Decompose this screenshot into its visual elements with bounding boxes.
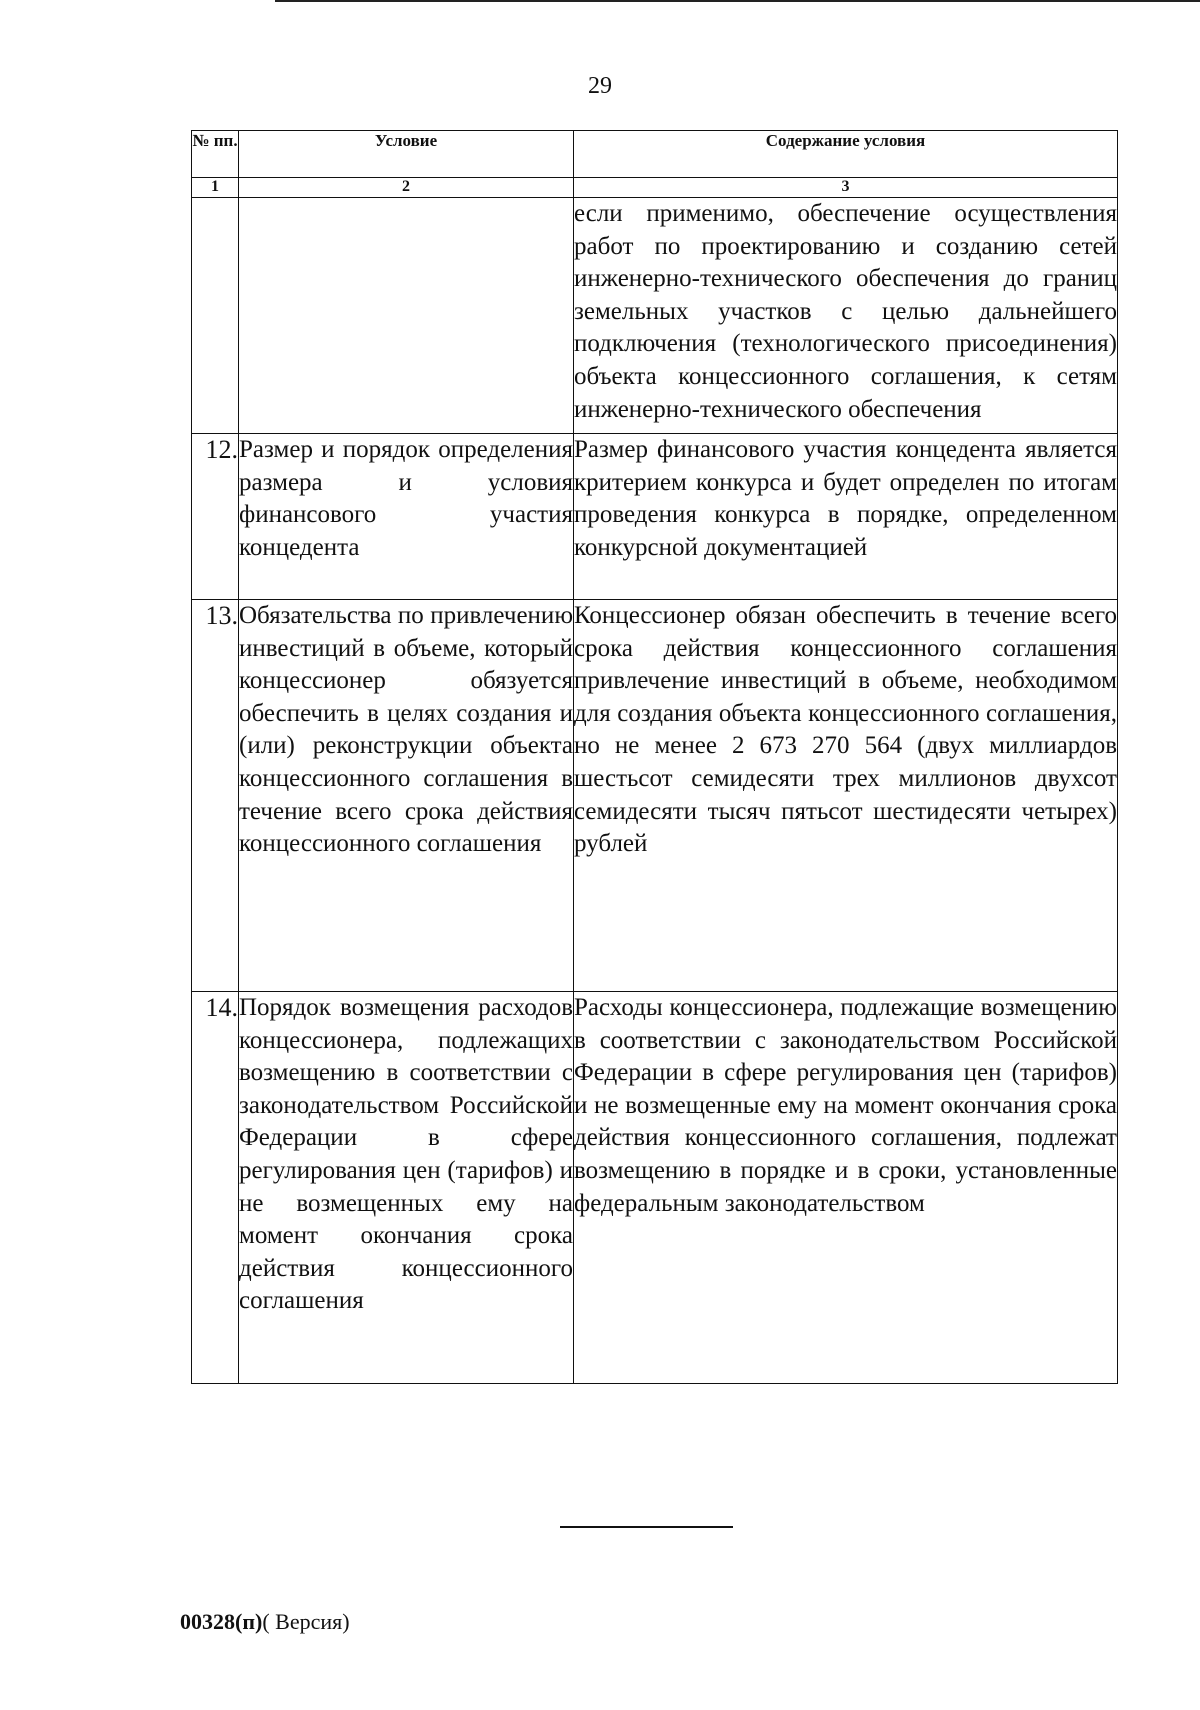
row-content-text: Размер финансового участия концедента является критерием конкурса и будет определен по итогам проведения конкурса в порядке, определенном конкурсной документацией bbox=[574, 436, 1117, 561]
row-condition bbox=[239, 434, 574, 600]
header-content bbox=[574, 131, 1118, 178]
row-number: 12. bbox=[192, 434, 239, 600]
row-content-text: Расходы концессионера, подлежащие возмещению в соответствии с законодательством Российской Федерации в сфере регулирования цен (тарифов) и не возмещенные ему на момент окончания срока действия концессионного соглашения, подлежат возмещению в порядке и в сроки, установленные федеральным законодательством bbox=[574, 994, 1117, 1217]
row-content-text: Концессионер обязан обеспечить в течение всего срока действия концессионного соглашения привлечение инвестиций в объеме, необходимом для создания объекта концессионного соглашения, но не менее 2 673 270 564 (двух миллиардов шестьсот семидесяти трех миллионов двухсот семидесяти тысяч пятьсот шестидесяти четырех) рублей bbox=[574, 602, 1117, 858]
header-num bbox=[192, 131, 239, 178]
row-number: 14. bbox=[192, 992, 239, 1384]
row-content bbox=[574, 600, 1118, 992]
index-cell-3: 3 bbox=[574, 178, 1118, 198]
row-condition-text: Размер и порядок определения размера и условия финансового участия концедента bbox=[239, 436, 573, 561]
row-condition bbox=[239, 600, 574, 992]
row-content bbox=[574, 992, 1118, 1384]
row-number: 13. bbox=[192, 600, 239, 992]
header-num-label: № пп. bbox=[192, 131, 238, 150]
header-content-label: Содержание условия bbox=[765, 131, 926, 150]
row-content bbox=[574, 198, 1118, 434]
table-row bbox=[192, 992, 1118, 1384]
table-row bbox=[192, 600, 1118, 992]
header-condition-label: Условие bbox=[374, 131, 438, 150]
page-number: 29 bbox=[588, 73, 612, 99]
table-index-row bbox=[192, 178, 1118, 198]
document-code-number: 00328(п) bbox=[180, 1609, 263, 1634]
row-condition-text: Порядок возмещения расходов концессионера, подлежащих возмещению в соответствии с законодательством Российской Федерации в сфере регулирования цен (тарифов) и не возмещенных ему на момент окончания срока действия концессионного соглашения bbox=[239, 994, 573, 1315]
index-cell-2: 2 bbox=[239, 178, 574, 198]
row-condition-text: Обязательства по привлечению инвестиций в объеме, который концессионер обязуется обеспечить в целях создания и (или) реконструкции объекта концессионного соглашения в течение всего срока действия концессионного соглашения bbox=[239, 602, 573, 858]
footer-rule bbox=[560, 1526, 733, 1528]
top-edge-rule bbox=[275, 0, 1200, 2]
row-condition bbox=[239, 992, 574, 1384]
table-header-row bbox=[192, 131, 1118, 178]
row-condition bbox=[239, 198, 574, 434]
row-content-text: если применимо, обеспечение осуществления работ по проектированию и созданию сетей инженерно-технического обеспечения до границ земельных участков с целью дальнейшего подключения (технологического присоединения) объекта концессионного соглашения, к сетям инженерно-технического обеспечения bbox=[574, 200, 1117, 423]
index-cell-1: 1 bbox=[192, 178, 239, 198]
header-condition bbox=[239, 131, 574, 178]
row-number bbox=[192, 198, 239, 434]
table-row bbox=[192, 198, 1118, 434]
document-version: ( Версия) bbox=[262, 1609, 350, 1634]
table-row bbox=[192, 434, 1118, 600]
document-code bbox=[180, 1609, 350, 1635]
conditions-table bbox=[191, 130, 1118, 1384]
row-content bbox=[574, 434, 1118, 600]
